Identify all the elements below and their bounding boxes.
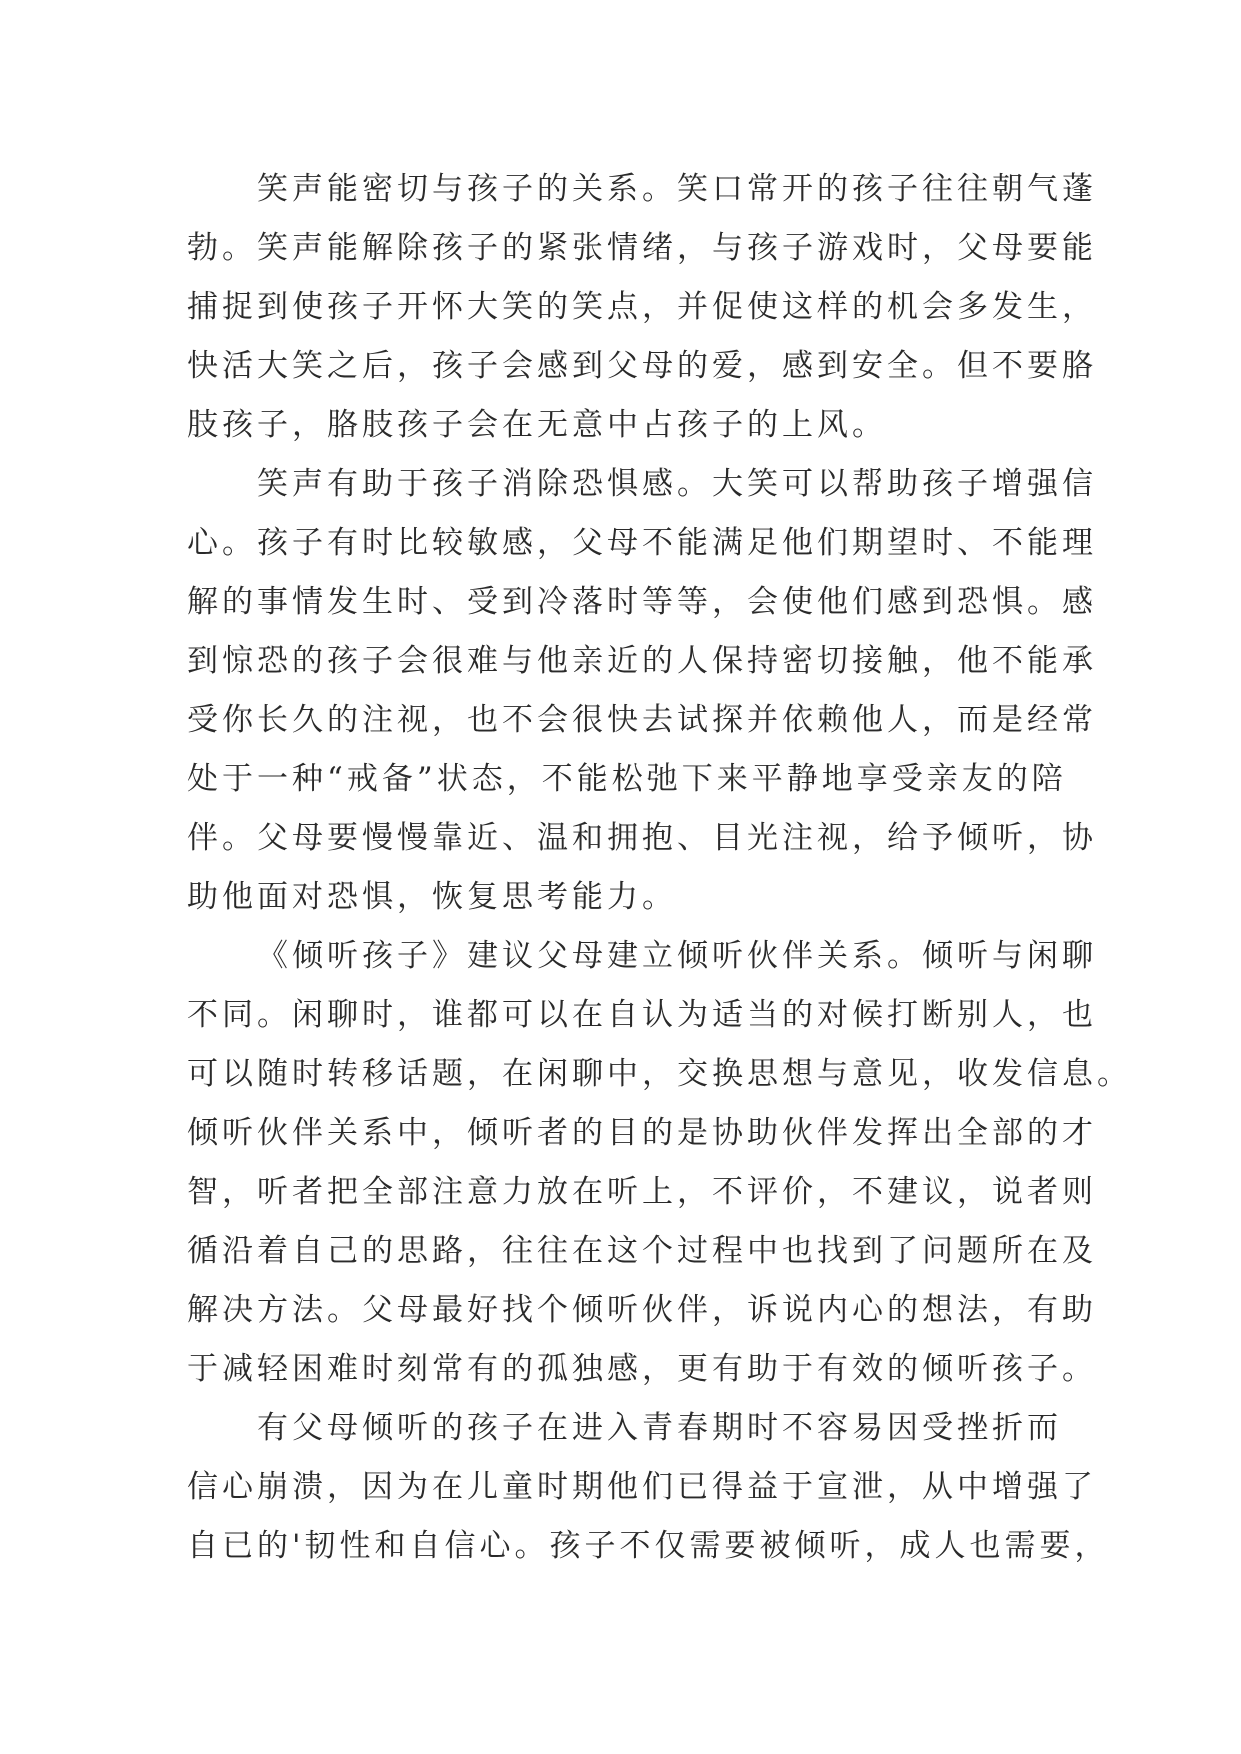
text-line: 于减轻困难时刻常有的孤独感，更有助于有效的倾听孩子。 bbox=[187, 1351, 1097, 1387]
text-line: 捕捉到使孩子开怀大笑的笑点，并促使这样的机会多发生， bbox=[187, 289, 1097, 325]
text-line: 倾听伙伴关系中，倾听者的目的是协助伙伴发挥出全部的才 bbox=[187, 1115, 1097, 1151]
text-line: 不同。闲聊时，谁都可以在自认为适当的对候打断别人，也 bbox=[187, 997, 1097, 1033]
text-line: 自已的'韧性和自信心。孩子不仅需要被倾听，成人也需要， bbox=[187, 1528, 1110, 1564]
paragraph-adolescence bbox=[187, 1399, 1110, 1576]
text-line: 循沿着自己的思路，往往在这个过程中也找到了问题所在及 bbox=[187, 1233, 1097, 1269]
text-line: 肢孩子，胳肢孩子会在无意中占孩子的上风。 bbox=[187, 407, 887, 443]
document-body bbox=[187, 160, 1132, 1576]
text-line: 笑声有助于孩子消除恐惧感。大笑可以帮助孩子增强信 bbox=[257, 466, 1097, 502]
text-line: 信心崩溃，因为在儿童时期他们已得益于宣泄，从中增强了 bbox=[187, 1469, 1097, 1505]
text-line: 笑声能密切与孩子的关系。笑口常开的孩子往往朝气蓬 bbox=[257, 171, 1097, 207]
text-line: 智，听者把全部注意力放在听上，不评价，不建议，说者则 bbox=[187, 1174, 1097, 1210]
text-line: 处于一种“戒备”状态，不能松弛下来平静地享受亲友的陪 bbox=[187, 761, 1067, 797]
text-line: 《倾听孩子》建议父母建立倾听伙伴关系。倾听与闲聊 bbox=[257, 938, 1097, 974]
text-line: 心。孩子有时比较敏感，父母不能满足他们期望时、不能理 bbox=[187, 525, 1097, 561]
paragraph-listening-partner bbox=[187, 927, 1132, 1399]
paragraph-laughter-relationship bbox=[187, 160, 1097, 455]
text-line: 伴。父母要慢慢靠近、温和拥抱、目光注视，给予倾听，协 bbox=[187, 820, 1097, 856]
paragraph-laughter-fear bbox=[187, 455, 1097, 927]
text-line: 勃。笑声能解除孩子的紧张情绪，与孩子游戏时，父母要能 bbox=[187, 230, 1097, 266]
text-line: 受你长久的注视，也不会很快去试探并依赖他人，而是经常 bbox=[187, 702, 1097, 738]
text-line: 有父母倾听的孩子在进入青春期时不容易因受挫折而 bbox=[257, 1410, 1062, 1446]
text-line: 解决方法。父母最好找个倾听伙伴，诉说内心的想法，有助 bbox=[187, 1292, 1097, 1328]
text-line: 快活大笑之后，孩子会感到父母的爱，感到安全。但不要胳 bbox=[187, 348, 1097, 384]
text-line: 到惊恐的孩子会很难与他亲近的人保持密切接触，他不能承 bbox=[187, 643, 1097, 679]
text-line: 解的事情发生时、受到冷落时等等，会使他们感到恐惧。感 bbox=[187, 584, 1097, 620]
text-line: 助他面对恐惧，恢复思考能力。 bbox=[187, 879, 677, 915]
text-line: 可以随时转移话题，在闲聊中，交换思想与意见，收发信息。 bbox=[187, 1056, 1132, 1092]
